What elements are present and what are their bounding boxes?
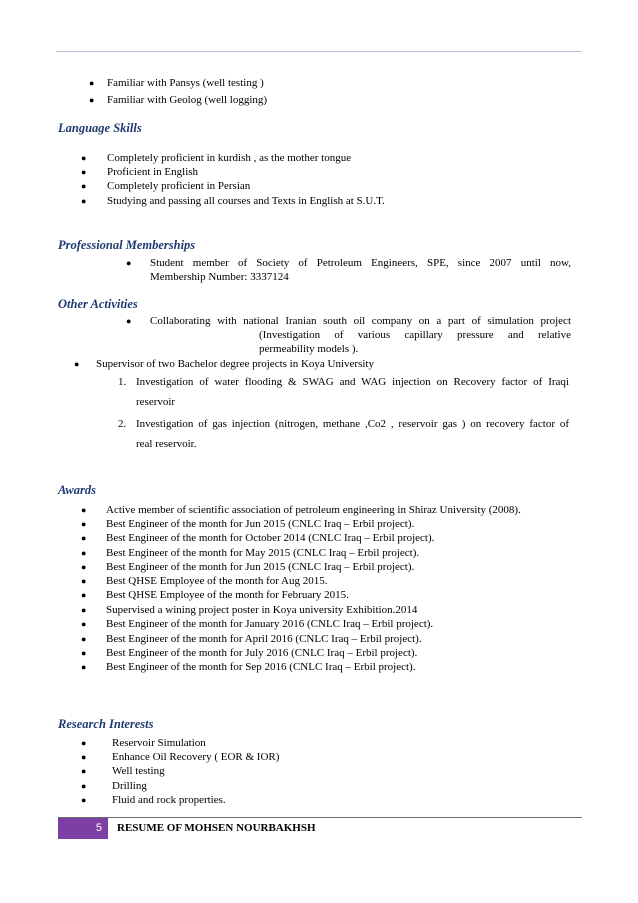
sub-item-number: 2. <box>118 418 127 430</box>
bullet-icon: ● <box>81 752 87 762</box>
bullet-icon: ● <box>81 590 87 600</box>
activity-line: (Investigation of various capillary pressure and relative <box>259 329 571 341</box>
bullet-icon: ● <box>81 181 87 191</box>
list-item: Proficient in English <box>107 166 199 178</box>
language-skills-heading: Language Skills <box>58 121 142 135</box>
list-item: Active member of scientific association of petroleum engineering in Shiraz University (2008). <box>106 504 521 516</box>
list-item: Enhance Oil Recovery ( EOR & IOR) <box>112 751 280 763</box>
sub-item-line: real reservoir. <box>136 438 197 450</box>
bullet-icon: ● <box>81 648 87 658</box>
page-number: 5 <box>58 818 108 839</box>
list-item: Supervised a wining project poster in Koya university Exhibition.2014 <box>106 604 418 616</box>
bullet-icon: ● <box>81 781 87 791</box>
list-item: Reservoir Simulation <box>112 737 206 749</box>
sub-item-number: 1. <box>118 376 127 388</box>
activity-line: permeability models ). <box>259 343 359 355</box>
bullet-icon: ● <box>81 533 87 543</box>
bullet-icon: ● <box>81 738 87 748</box>
list-item: Best Engineer of the month for Sep 2016 (CNLC Iraq – Erbil project). <box>106 661 416 673</box>
professional-memberships-heading: Professional Memberships <box>58 238 196 252</box>
list-item: Familiar with Geolog (well logging) <box>107 94 268 106</box>
footer-title: RESUME OF MOHSEN NOURBAKHSH <box>117 822 316 834</box>
other-activities-heading: Other Activities <box>58 297 138 311</box>
bullet-icon: ● <box>81 662 87 672</box>
sub-item-line: Investigation of water flooding & SWAG and WAG injection on Recovery factor of Iraqi <box>136 376 569 388</box>
bullet-icon: ● <box>81 153 87 163</box>
list-item: Best Engineer of the month for January 2016 (CNLC Iraq – Erbil project). <box>106 618 434 630</box>
list-item: Best QHSE Employee of the month for Aug 2015. <box>106 575 328 587</box>
bullet-icon: ● <box>74 359 80 369</box>
bullet-icon: ● <box>89 78 95 88</box>
list-item: Best Engineer of the month for Jun 2015 (CNLC Iraq – Erbil project). <box>106 561 415 573</box>
activity-line: Supervisor of two Bachelor degree projects in Koya University <box>96 358 374 370</box>
bullet-icon: ● <box>81 576 87 586</box>
list-item: Completely proficient in Persian <box>107 180 251 192</box>
list-item: Familiar with Pansys (well testing ) <box>107 77 264 89</box>
list-item: Best Engineer of the month for Jun 2015 (CNLC Iraq – Erbil project). <box>106 518 415 530</box>
list-item: Well testing <box>112 765 165 777</box>
list-item: Best QHSE Employee of the month for February 2015. <box>106 589 349 601</box>
sub-item-line: Investigation of gas injection (nitrogen, methane ,Co2 , reservoir gas ) on recovery factor of <box>136 418 569 430</box>
research-interests-heading: Research Interests <box>58 717 154 731</box>
membership-line: Student member of Society of Petroleum Engineers, SPE, since 2007 until now, <box>150 257 571 269</box>
sub-item-line: reservoir <box>136 396 176 408</box>
bullet-icon: ● <box>81 619 87 629</box>
list-item: Best Engineer of the month for April 2016 (CNLC Iraq – Erbil project). <box>106 633 422 645</box>
list-item: Completely proficient in kurdish , as the mother tongue <box>107 152 352 164</box>
bullet-icon: ● <box>81 795 87 805</box>
footer-rule <box>58 817 582 818</box>
list-item: Best Engineer of the month for May 2015 (CNLC Iraq – Erbil project). <box>106 547 420 559</box>
bullet-icon: ● <box>81 196 87 206</box>
bullet-icon: ● <box>81 634 87 644</box>
list-item: Fluid and rock properties. <box>112 794 226 806</box>
list-item: Best Engineer of the month for July 2016 (CNLC Iraq – Erbil project). <box>106 647 418 659</box>
list-item: Studying and passing all courses and Texts in English at S.U.T. <box>107 195 385 207</box>
bullet-icon: ● <box>81 519 87 529</box>
awards-heading: Awards <box>58 483 96 497</box>
bullet-icon: ● <box>81 766 87 776</box>
bullet-icon: ● <box>89 95 95 105</box>
header-rule <box>56 51 582 52</box>
bullet-icon: ● <box>126 258 132 268</box>
list-item: Best Engineer of the month for October 2014 (CNLC Iraq – Erbil project). <box>106 532 435 544</box>
membership-number: Membership Number: 3337124 <box>150 271 289 283</box>
bullet-icon: ● <box>81 505 87 515</box>
bullet-icon: ● <box>81 548 87 558</box>
bullet-icon: ● <box>81 562 87 572</box>
bullet-icon: ● <box>81 605 87 615</box>
list-item: Drilling <box>112 780 147 792</box>
activity-line: Collaborating with national Iranian south oil company on a part of simulation project <box>150 315 571 327</box>
bullet-icon: ● <box>126 316 132 326</box>
bullet-icon: ● <box>81 167 87 177</box>
